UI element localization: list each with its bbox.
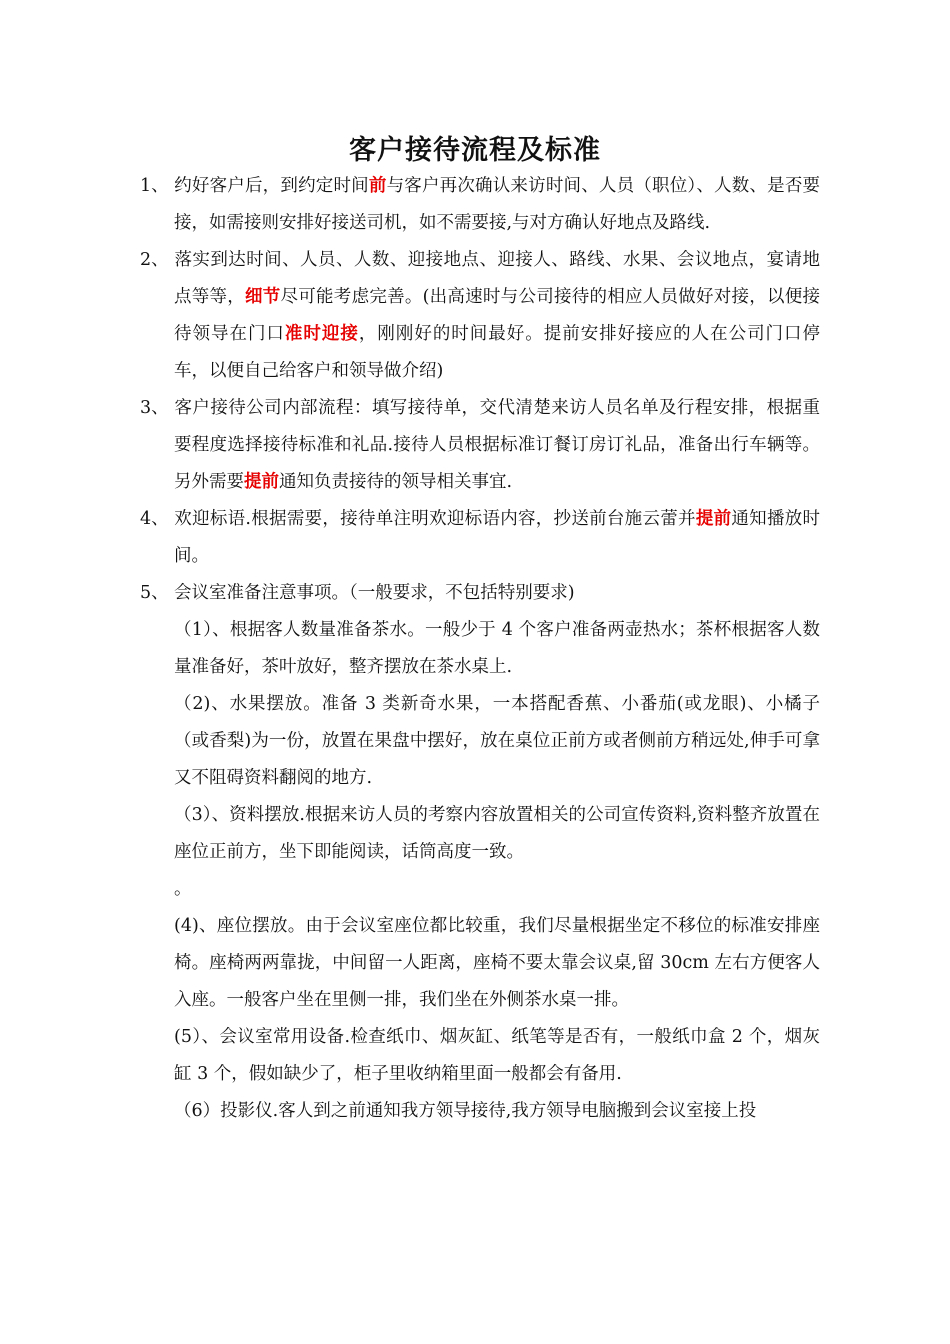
list-item-5 <box>140 575 820 612</box>
item-text: 通知负责接待的领导相关事宜. <box>279 472 513 492</box>
list-item-4 <box>140 501 820 575</box>
item-text: ，刚刚好的时间最好。提前安排好接应的人在公司门口停车，以便自己给客户和领导做介绍) <box>174 324 821 381</box>
item-number: 4、 <box>140 509 169 529</box>
sub-item-3: （3）、资料摆放.根据来访人员的考察内容放置相关的公司宣传资料,资料整齐放置在座位正前方，坐下即能阅读，话筒高度一致。 <box>174 805 820 862</box>
sub-item-4: (4)、座位摆放。由于会议室座位都比较重，我们尽量根据坐定不移位的标准安排座椅。座椅两两靠拢，中间留一人距离，座椅不要太靠会议桌,留 30cm 左右方便客人入座。一般客户坐在里侧一排，我们坐在外侧茶水桌一排。 <box>174 916 820 1010</box>
sub-item-2: （2)、水果摆放。准备 3 类新奇水果，一本搭配香蕉、小番茄(或龙眼)、小橘子（或香梨)为一份，放置在果盘中摆好，放在桌位正前方或者侧前方稍远处,伸手可拿又不阻碍资料翻阅的地方. <box>174 694 820 788</box>
item-text: 客户接待公司内部流程：填写接待单，交代清楚来访人员名单及行程安排，根据重要程度选择接待标准和礼品.接待人员根据标准订餐订房订礼品，准备出行车辆等。另外需要 <box>174 398 820 492</box>
sub-item-1: （1）、根据客人数量准备茶水。一般少于 4 个客户准备两壶热水；茶杯根据客人数量准备好，茶叶放好，整齐摆放在茶水桌上. <box>174 620 820 677</box>
item-text: 落实到达时间、人员、人数、迎接地点、迎接人、路线、水果、会议地点，宴请地点等等， <box>174 250 820 307</box>
document-title: 客户接待流程及标准 <box>349 135 601 166</box>
list-item-1 <box>140 168 820 242</box>
item-number: 3、 <box>140 398 169 418</box>
item-text: 与客户再次确认来访时间、人员（职位）、人数、是否要接，如需接则安排好接送司机，如不需要接,与对方确认好地点及路线. <box>174 176 821 233</box>
sub-item-stray-mark: 。 <box>174 879 192 899</box>
highlight-text: 准时迎接 <box>284 324 359 344</box>
sub-item-5: (5）、会议室常用设备.检查纸巾、烟灰缸、纸笔等是否有，一般纸巾盒 2 个，烟灰缸 3 个，假如缺少了，柜子里收纳箱里面一般都会有备用. <box>174 1027 820 1084</box>
item-text: 约好客户后，到约定时间 <box>174 176 369 196</box>
list-item-2 <box>140 242 820 390</box>
highlight-text: 提前 <box>244 472 279 492</box>
item-number: 1、 <box>140 176 169 196</box>
highlight-text: 提前 <box>695 509 732 529</box>
process-list <box>140 168 820 1130</box>
item-text: 会议室准备注意事项。（一般要求，不包括特别要求) <box>174 583 575 603</box>
item-number: 2、 <box>140 250 169 270</box>
item-text: 尽可能考虑完善。(出高速时与公司接待的相应人员做好对接，以便接待领导在门口 <box>174 287 821 344</box>
sub-item-6: （6）投影仪.客人到之前通知我方领导接待,我方领导电脑搬到会议室接上投 <box>174 1101 757 1121</box>
item-number: 5、 <box>140 583 169 603</box>
item-text: 欢迎标语.根据需要，接待单注明欢迎标语内容，抄送前台施云蕾并 <box>174 509 696 529</box>
item-text: 通知播放时间。 <box>174 509 821 566</box>
highlight-text: 前 <box>368 176 387 196</box>
list-item-3 <box>140 390 820 501</box>
highlight-text: 细节 <box>245 287 281 307</box>
